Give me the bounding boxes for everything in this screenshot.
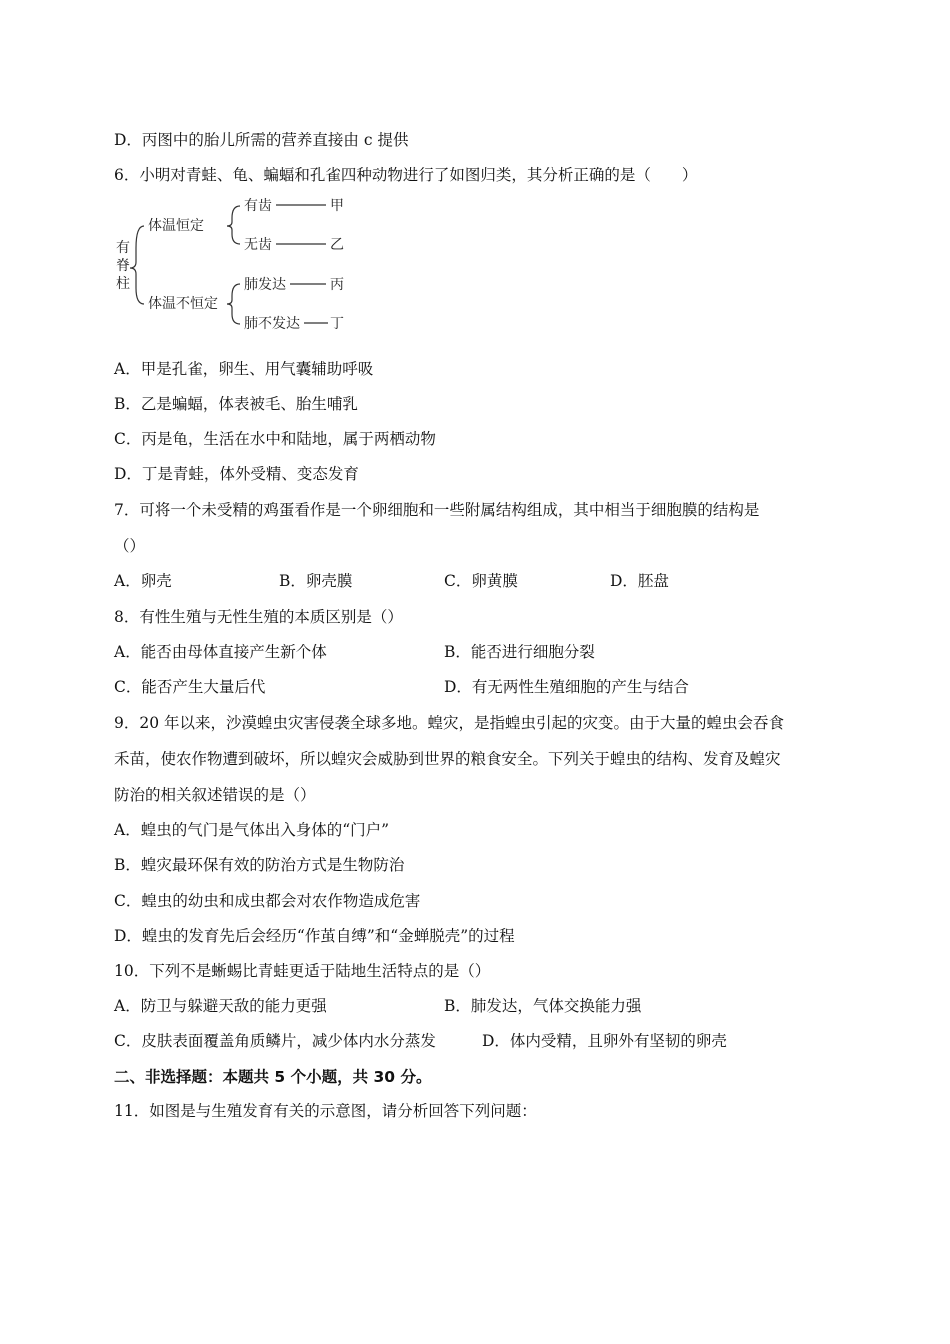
q10-option-a: A．防卫与躲避天敌的能力更强: [114, 997, 327, 1015]
q9-stem-line2: 禾苗，使农作物遭到破坏，所以蝗灾会威胁到世界的粮食安全。下列关于蝗虫的结构、发育及蝗灾: [114, 750, 781, 768]
q11-stem: 11．如图是与生殖发育有关的示意图，请分析回答下列问题：: [114, 1102, 537, 1120]
brace-constant: [227, 206, 240, 244]
q10-stem: 10．下列不是蜥蜴比青蛙更适于陆地生活特点的是（）: [114, 962, 491, 980]
q6-option-b: B．乙是蝙蝠，体表被毛、胎生哺乳: [114, 395, 358, 413]
q7-option-a: A．卵壳: [114, 572, 172, 590]
q7-stem-line1: 7．可将一个未受精的鸡蛋看作是一个卵细胞和一些附属结构组成，其中相当于细胞膜的结构是: [114, 501, 760, 519]
diagram-leaf-teeth: 有齿: [244, 198, 272, 214]
q6-option-d: D．丁是青蛙，体外受精、变态发育: [114, 465, 359, 483]
diagram-branch-constant-temp: 体温恒定: [148, 218, 204, 234]
q8-option-c: C．能否产生大量后代: [114, 678, 266, 696]
q7-option-d: D．胚盘: [610, 572, 669, 590]
q8-stem: 8．有性生殖与无性生殖的本质区别是（）: [114, 608, 403, 626]
q10-option-d: D．体内受精，且卵外有坚韧的卵壳: [482, 1032, 727, 1050]
q7-option-b: B．卵壳膜: [279, 572, 353, 590]
q9-stem-line3: 防治的相关叙述错误的是（）: [114, 786, 316, 804]
brace-variable: [227, 284, 240, 324]
diagram-root-char-1: 有: [116, 240, 130, 256]
q7-option-c: C．卵黄膜: [444, 572, 518, 590]
diagram-leaf-lung-undeveloped: 肺不发达: [244, 316, 300, 332]
diagram-branch-variable-temp: 体温不恒定: [148, 296, 218, 312]
q9-option-c: C．蝗虫的幼虫和成虫都会对农作物造成危害: [114, 892, 421, 910]
q8-option-d: D．有无两性生殖细胞的产生与结合: [444, 678, 689, 696]
q8-option-a: A．能否由母体直接产生新个体: [114, 643, 327, 661]
q5-option-d: D．丙图中的胎儿所需的营养直接由 c 提供: [114, 131, 409, 149]
diagram-leaf-bing: 丙: [330, 277, 344, 293]
q9-stem-line1: 9．20 年以来，沙漠蝗虫灾害侵袭全球多地。蝗灾，是指蝗虫引起的灾变。由于大量的蝗虫会吞食: [114, 714, 785, 732]
section2-heading: 二、非选择题：本题共 5 个小题，共 30 分。: [114, 1068, 432, 1086]
classification-diagram: [112, 192, 362, 342]
q10-option-b: B．肺发达，气体交换能力强: [444, 997, 642, 1015]
diagram-leaf-no-teeth: 无齿: [244, 237, 272, 253]
q6-option-c: C．丙是龟，生活在水中和陆地，属于两栖动物: [114, 430, 436, 448]
diagram-root-char-2: 脊: [116, 258, 130, 274]
diagram-root-char-3: 柱: [116, 276, 130, 292]
q9-option-d: D．蝗虫的发育先后会经历“作茧自缚”和“金蝉脱壳”的过程: [114, 927, 515, 945]
diagram-leaf-yi: 乙: [330, 237, 344, 253]
q6-option-a: A．甲是孔雀，卵生、用气囊辅助呼吸: [114, 360, 374, 378]
q8-option-b: B．能否进行细胞分裂: [444, 643, 595, 661]
q10-option-c: C．皮肤表面覆盖角质鳞片，减少体内水分蒸发: [114, 1032, 436, 1050]
q7-stem-line2: （）: [114, 537, 146, 555]
q9-option-a: A．蝗虫的气门是气体出入身体的“门户”: [114, 821, 390, 839]
q6-stem: 6．小明对青蛙、龟、蝙蝠和孔雀四种动物进行了如图归类，其分析正确的是（ ）: [114, 166, 698, 184]
diagram-leaf-jia: 甲: [330, 198, 344, 214]
diagram-leaf-ding: 丁: [330, 316, 344, 332]
root-brace: [130, 226, 144, 304]
diagram-leaf-lung-developed: 肺发达: [244, 277, 286, 293]
q9-option-b: B．蝗灾最环保有效的防治方式是生物防治: [114, 856, 405, 874]
